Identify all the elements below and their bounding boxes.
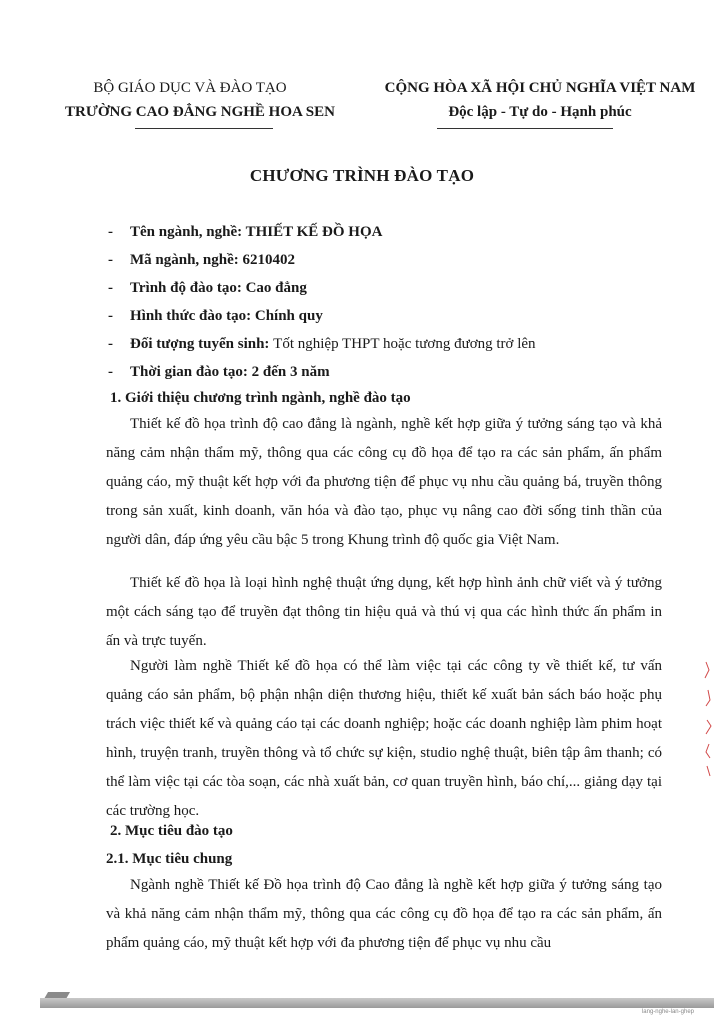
info-dash: - bbox=[108, 336, 113, 352]
info-value: Chính quy bbox=[254, 308, 323, 324]
info-label: Tên ngành, nghề: bbox=[130, 224, 246, 240]
margin-mark-icon bbox=[700, 660, 714, 780]
info-dash: - bbox=[108, 252, 113, 268]
section-heading-2: 2. Mục tiêu đào tạo bbox=[110, 823, 233, 839]
republic-name: CỘNG HÒA XÃ HỘI CHỦ NGHĨA VIỆT NAM bbox=[384, 80, 696, 96]
info-dash: - bbox=[108, 224, 113, 240]
school-name: TRƯỜNG CAO ĐẲNG NGHỀ HOA SEN bbox=[65, 104, 335, 120]
info-label: Đối tượng tuyển sinh: bbox=[130, 336, 274, 352]
paragraph-intro: Thiết kế đồ họa trình độ cao đẳng là ngành, nghề kết hợp giữa ý tưởng sáng tạo và khả năng cảm nhận thẩm mỹ, thông qua các công cụ đồ họa để tạo ra các sản phẩm, ấn phẩm quảng cáo, mỹ thuật kết hợp với đa phương tiện để phục vụ nhu cầu quảng bá, truyền thông trong sản xuất, kinh doanh, văn hóa và đào tạo, phục vụ nâng cao đời sống tinh thần của người dân, đáp ứng yêu cầu bậc 5 trong Khung trình độ quốc gia Việt Nam. bbox=[106, 416, 662, 548]
page-title: CHƯƠNG TRÌNH ĐÀO TẠO bbox=[249, 166, 475, 185]
motto-underline bbox=[437, 128, 613, 129]
info-dash: - bbox=[108, 364, 113, 380]
info-dash: - bbox=[108, 280, 113, 296]
info-label: Thời gian đào tạo: bbox=[130, 364, 252, 380]
info-value: THIẾT KẾ ĐỒ HỌA bbox=[245, 224, 383, 240]
info-value: Tốt nghiệp THPT hoặc tương đương trở lên bbox=[273, 336, 536, 352]
school-underline bbox=[135, 128, 273, 129]
info-label: Trình độ đào tạo: bbox=[130, 280, 246, 296]
paragraph-career: Người làm nghề Thiết kế đồ họa có thể làm việc tại các công ty về thiết kế, tư vấn quảng cáo sản phẩm, bộ phận nhận diện thương hiệu, thiết kế xuất bản sách báo hoặc phụ trách việc thiết kế và quảng cáo tại các doanh nghiệp; hoặc các doanh nghiệp làm phim hoạt hình, truyện tranh, truyền thông và tổ chức sự kiện, studio nghệ thuật, biên tập âm thanh; có thể làm việc tại các tòa soạn, các nhà xuất bản, cơ quan truyền hình, báo chí,... giảng dạy tại các trường học. bbox=[106, 658, 662, 819]
info-dash: - bbox=[108, 308, 113, 324]
info-value: 2 đến 3 năm bbox=[251, 364, 330, 380]
paragraph-definition: Thiết kế đồ họa là loại hình nghệ thuật ứng dụng, kết hợp hình ảnh chữ viết và ý tưởng một cách sáng tạo để truyền đạt thông tin hiệu quả và thú vị qua các hình thức ấn phẩm in ấn và trực tuyến. bbox=[106, 575, 662, 649]
info-label: Mã ngành, nghề: bbox=[130, 252, 243, 268]
footer-note: lang-nghe-lan-ghep bbox=[641, 1009, 694, 1015]
paragraph-general-goal: Ngành nghề Thiết kế Đồ họa trình độ Cao đẳng là nghề kết hợp giữa ý tưởng sáng tạo và khả năng cảm nhận thẩm mỹ, thông qua các công cụ đồ họa để tạo ra các sản phẩm, ấn phẩm quảng cáo, mỹ thuật kết hợp với đa phương tiện để phục vụ nhu cầu bbox=[106, 877, 662, 951]
ministry-name: BỘ GIÁO DỤC VÀ ĐÀO TẠO bbox=[93, 80, 287, 96]
info-value: Cao đẳng bbox=[245, 280, 307, 296]
section-heading-2-1: 2.1. Mục tiêu chung bbox=[106, 851, 233, 867]
section-heading-1: 1. Giới thiệu chương trình ngành, nghề đào tạo bbox=[110, 390, 411, 406]
footer-bar bbox=[40, 998, 714, 1008]
motto: Độc lập - Tự do - Hạnh phúc bbox=[448, 104, 632, 120]
info-label: Hình thức đào tạo: bbox=[130, 308, 255, 324]
info-value: 6210402 bbox=[242, 252, 296, 268]
